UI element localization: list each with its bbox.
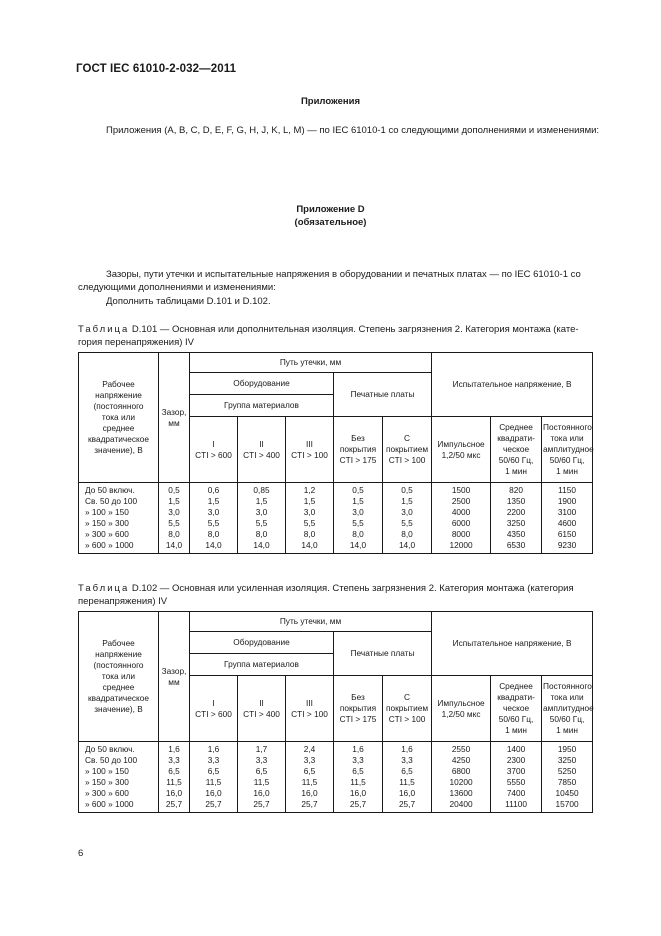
header-line: С bbox=[404, 692, 411, 702]
table-cell: 14,0 bbox=[301, 540, 318, 550]
table-cell: 1,5 bbox=[303, 496, 316, 506]
table-cell: 5,5 bbox=[401, 518, 413, 528]
data-column-g1 bbox=[190, 742, 238, 813]
table-102-caption-cont: перенапряжения) IV bbox=[78, 596, 168, 607]
table-cell: 0,6 bbox=[207, 485, 220, 495]
row-labels bbox=[79, 742, 159, 813]
table-d101 bbox=[78, 352, 593, 554]
table-cell: 3250 bbox=[506, 518, 526, 528]
paragraph-line: следующими дополнениями и изменениями: bbox=[78, 282, 276, 293]
col-no-coating bbox=[334, 676, 383, 742]
table-cell: 3,3 bbox=[401, 755, 413, 765]
table-cell: 16,0 bbox=[165, 788, 183, 798]
col-group-2 bbox=[238, 676, 286, 742]
table-cell: 0,85 bbox=[253, 485, 270, 495]
table-cell: Св. 50 до 100 bbox=[85, 496, 138, 506]
table-cell: » 150 » 300 bbox=[85, 518, 129, 528]
table-cell: 0,5 bbox=[401, 485, 413, 495]
header-line: квадратическое bbox=[88, 434, 149, 444]
col-creepage: Путь утечки, мм bbox=[190, 353, 432, 373]
header-line: 1 мин bbox=[505, 466, 527, 476]
header-line: мм bbox=[168, 417, 180, 428]
header-line: Среднее bbox=[499, 422, 533, 432]
table-cell: 14,0 bbox=[165, 540, 183, 550]
table-cell: 4000 bbox=[451, 507, 471, 517]
col-working-voltage bbox=[79, 353, 159, 483]
table-cell: 1,5 bbox=[207, 496, 220, 506]
header-line: CTI > 100 bbox=[388, 455, 426, 465]
header-line: 50/60 Гц, bbox=[549, 714, 585, 724]
table-cell: » 300 » 600 bbox=[85, 788, 129, 798]
col-pcb: Печатные платы bbox=[334, 632, 432, 676]
header-line: ческое bbox=[503, 444, 530, 454]
table-cell: 1350 bbox=[506, 496, 526, 506]
table-cell: 16,0 bbox=[301, 788, 318, 798]
table-cell: 1,6 bbox=[207, 744, 220, 754]
table-cell: 1400 bbox=[506, 744, 526, 754]
header-line: 50/60 Гц, bbox=[498, 714, 534, 724]
table-cell: 8,0 bbox=[401, 529, 413, 539]
table-cell: 3,0 bbox=[352, 507, 364, 517]
col-coating bbox=[383, 417, 432, 483]
table-cell: 1500 bbox=[451, 485, 471, 495]
caption-text: D.101 — Основная или дополнительная изоляция. Степень загрязнения 2. Категория монтажа (кате- bbox=[129, 324, 579, 335]
header-line: I bbox=[212, 697, 215, 708]
col-rms bbox=[491, 417, 542, 483]
header-line: Рабочее bbox=[102, 379, 135, 389]
table-cell: 16,0 bbox=[349, 788, 367, 798]
appendices-title: Приложения bbox=[300, 96, 361, 107]
header-line: Постоянного bbox=[543, 681, 592, 691]
col-test-voltage: Испытательное напряжение, В bbox=[432, 353, 593, 417]
data-column-g3 bbox=[286, 742, 334, 813]
table-cell: 0,5 bbox=[168, 485, 180, 495]
table-cell: 3,3 bbox=[255, 755, 268, 765]
col-pcb: Печатные платы bbox=[334, 373, 432, 417]
table-cell: До 50 включ. bbox=[85, 744, 135, 754]
table-cell: 1,6 bbox=[168, 744, 180, 754]
data-column-dc bbox=[542, 483, 593, 554]
header-line: напряжение bbox=[95, 390, 142, 400]
header-line: Импульсное bbox=[437, 697, 485, 708]
table-cell: 6,5 bbox=[401, 766, 413, 776]
header-line: тока или bbox=[550, 692, 584, 702]
table-cell: 8,0 bbox=[168, 529, 180, 539]
table-cell: 6150 bbox=[557, 529, 577, 539]
data-column-g2 bbox=[238, 742, 286, 813]
data-column-impulse bbox=[432, 483, 491, 554]
table-102-caption bbox=[78, 582, 574, 595]
page-number: 6 bbox=[78, 848, 84, 859]
col-impulse bbox=[432, 676, 491, 742]
header-line: С bbox=[404, 433, 411, 443]
col-rms bbox=[491, 676, 542, 742]
table-cell: 11100 bbox=[505, 799, 527, 809]
table-cell: 8,0 bbox=[255, 529, 268, 539]
col-dc bbox=[542, 417, 593, 483]
header-line: CTI > 100 bbox=[291, 708, 328, 719]
table-cell: 15700 bbox=[555, 799, 579, 809]
col-coating bbox=[383, 676, 432, 742]
header-line: 50/60 Гц, bbox=[549, 455, 585, 465]
table-cell: 9230 bbox=[557, 540, 577, 550]
table-101-caption bbox=[78, 323, 579, 336]
data-column-g3 bbox=[286, 483, 334, 554]
appendix-d-title: Приложение D bbox=[296, 204, 365, 215]
paragraph-line: Зазоры, пути утечки и испытательные напряжения в оборудовании и печатных платах — по IEC 61010-1 со bbox=[106, 269, 581, 280]
table-cell: 8,0 bbox=[303, 529, 316, 539]
table-cell: 25,7 bbox=[301, 799, 318, 809]
table-cell: 7400 bbox=[506, 788, 526, 798]
header-line: среднее bbox=[102, 682, 135, 692]
table-cell: 3,0 bbox=[401, 507, 413, 517]
col-group-3 bbox=[286, 417, 334, 483]
header-line: значение), В bbox=[94, 704, 143, 714]
table-cell: 3,3 bbox=[168, 755, 180, 765]
header-line: CTI > 175 bbox=[339, 455, 377, 465]
table-cell: 4600 bbox=[557, 518, 577, 528]
caption-text: D.102 — Основная или усиленная изоляция. Степень загрязнения 2. Категория монтажа (категория bbox=[129, 583, 574, 594]
table-cell: 3250 bbox=[557, 755, 577, 765]
header-line: III bbox=[306, 697, 313, 708]
header-line: ческое bbox=[503, 703, 530, 713]
data-column-dc bbox=[542, 742, 593, 813]
table-cell: 8000 bbox=[451, 529, 471, 539]
table-cell: 16,0 bbox=[398, 788, 416, 798]
header-line: CTI > 400 bbox=[243, 449, 280, 460]
table-cell: 0,5 bbox=[352, 485, 364, 495]
table-cell: 12000 bbox=[449, 540, 473, 550]
header-line: покрытием bbox=[385, 444, 429, 454]
table-cell: 6000 bbox=[451, 518, 471, 528]
table-cell: 20400 bbox=[449, 799, 473, 809]
table-cell: 6,5 bbox=[255, 766, 268, 776]
table-cell: » 600 » 1000 bbox=[85, 540, 134, 550]
header-line: Постоянного bbox=[543, 422, 592, 432]
header-line: тока или bbox=[101, 671, 136, 681]
table-cell: 13600 bbox=[449, 788, 473, 798]
data-column-no_coating bbox=[334, 742, 383, 813]
col-clearance bbox=[159, 612, 190, 742]
table-cell: 10450 bbox=[555, 788, 579, 798]
data-column-impulse bbox=[432, 742, 491, 813]
table-cell: 11,5 bbox=[399, 777, 415, 787]
table-cell: 1,6 bbox=[352, 744, 364, 754]
header-line: 1,2/50 мкс bbox=[441, 449, 481, 460]
table-cell: 11,5 bbox=[301, 777, 318, 787]
table-cell: 1950 bbox=[557, 744, 577, 754]
header-line: квадратическое bbox=[88, 693, 149, 703]
col-creepage: Путь утечки, мм bbox=[190, 612, 432, 632]
table-cell: 2200 bbox=[506, 507, 526, 517]
table-cell: 3,0 bbox=[207, 507, 220, 517]
header-line: Зазор, bbox=[161, 406, 187, 417]
header-line: Среднее bbox=[499, 681, 533, 691]
data-column-coating bbox=[383, 483, 432, 554]
table-cell: 6530 bbox=[506, 540, 526, 550]
header-line: квадрати- bbox=[497, 433, 535, 443]
table-cell: 8,0 bbox=[207, 529, 220, 539]
table-cell: 3,3 bbox=[303, 755, 316, 765]
table-cell: 25,7 bbox=[253, 799, 270, 809]
header-line: мм bbox=[168, 676, 180, 687]
header-line: 1,2/50 мкс bbox=[441, 708, 481, 719]
header-line: среднее bbox=[102, 423, 135, 433]
col-working-voltage bbox=[79, 612, 159, 742]
table-cell: 1,5 bbox=[401, 496, 413, 506]
header-line: CTI > 100 bbox=[291, 449, 328, 460]
data-column-coating bbox=[383, 742, 432, 813]
table-cell: 7850 bbox=[557, 777, 577, 787]
table-cell: 14,0 bbox=[205, 540, 222, 550]
table-cell: 1150 bbox=[558, 485, 576, 495]
table-cell: » 100 » 150 bbox=[85, 507, 129, 517]
table-cell: 5550 bbox=[506, 777, 526, 787]
table-cell: 6,5 bbox=[352, 766, 364, 776]
col-group-2 bbox=[238, 417, 286, 483]
table-cell: До 50 включ. bbox=[85, 485, 135, 495]
table-cell: 25,7 bbox=[398, 799, 416, 809]
table-cell: » 300 » 600 bbox=[85, 529, 129, 539]
table-cell: 5,5 bbox=[168, 518, 180, 528]
header-line: II bbox=[259, 438, 264, 449]
table-cell: 14,0 bbox=[253, 540, 270, 550]
table-cell: » 150 » 300 bbox=[85, 777, 129, 787]
data-column-no_coating bbox=[334, 483, 383, 554]
appendices-text: Приложения (A, B, C, D, E, F, G, H, J, K, L, M) — по IEC 61010-1 со следующими дополнениями и изменениями: bbox=[106, 125, 600, 136]
col-test-voltage: Испытательное напряжение, В bbox=[432, 612, 593, 676]
table-cell: 16,0 bbox=[205, 788, 222, 798]
header-line: II bbox=[259, 697, 264, 708]
table-cell: 6,5 bbox=[303, 766, 316, 776]
col-material-group: Группа материалов bbox=[190, 654, 334, 676]
header-line: 1 мин bbox=[505, 725, 527, 735]
col-impulse bbox=[432, 417, 491, 483]
header-line: покрытия bbox=[339, 444, 377, 454]
caption-word: Таблица bbox=[78, 583, 130, 594]
table-cell: 1,6 bbox=[401, 744, 413, 754]
header-line: I bbox=[212, 438, 215, 449]
table-cell: 11,5 bbox=[253, 777, 270, 787]
col-equipment: Оборудование bbox=[190, 632, 334, 654]
data-column-rms bbox=[491, 483, 542, 554]
table-cell: 3100 bbox=[557, 507, 577, 517]
table-cell: 2300 bbox=[506, 755, 526, 765]
table-cell: 5,5 bbox=[207, 518, 220, 528]
header-line: амплитудное bbox=[543, 703, 594, 713]
col-clearance bbox=[159, 353, 190, 483]
table-cell: 5,5 bbox=[255, 518, 268, 528]
table-cell: 3,0 bbox=[168, 507, 180, 517]
table-cell: 3,0 bbox=[255, 507, 268, 517]
col-dc bbox=[542, 676, 593, 742]
table-d102 bbox=[78, 611, 593, 813]
header-line: CTI > 400 bbox=[243, 708, 280, 719]
header-line: CTI > 600 bbox=[195, 449, 232, 460]
table-cell: 1,5 bbox=[168, 496, 180, 506]
col-equipment: Оборудование bbox=[190, 373, 334, 395]
table-cell: 2,4 bbox=[303, 744, 316, 754]
header-line: 1 мин bbox=[556, 725, 578, 735]
table-cell: 11,5 bbox=[166, 777, 182, 787]
paragraph-line: Дополнить таблицами D.101 и D.102. bbox=[106, 296, 271, 307]
table-cell: 5250 bbox=[557, 766, 577, 776]
table-cell: 1,5 bbox=[255, 496, 268, 506]
header-line: 50/60 Гц, bbox=[498, 455, 534, 465]
header-line: Без bbox=[351, 692, 365, 702]
table-cell: 4250 bbox=[451, 755, 471, 765]
header-line: III bbox=[306, 438, 313, 449]
table-cell: 6,5 bbox=[207, 766, 220, 776]
header-line: тока или bbox=[550, 433, 584, 443]
header-line: Без bbox=[351, 433, 365, 443]
table-cell: 25,7 bbox=[205, 799, 222, 809]
table-cell: 2550 bbox=[451, 744, 471, 754]
table-cell: 14,0 bbox=[398, 540, 416, 550]
table-cell: 11,5 bbox=[205, 777, 222, 787]
header-line: CTI > 600 bbox=[195, 708, 232, 719]
table-cell: 3,3 bbox=[207, 755, 220, 765]
caption-word: Таблица bbox=[78, 324, 130, 335]
table-cell: 1900 bbox=[557, 496, 577, 506]
table-101-caption-cont: гория перенапряжения) IV bbox=[78, 337, 195, 348]
table-cell: » 600 » 1000 bbox=[85, 799, 134, 809]
table-cell: 6800 bbox=[451, 766, 471, 776]
data-column-rms bbox=[491, 742, 542, 813]
header-line: Импульсное bbox=[437, 438, 485, 449]
header-line: 1 мин bbox=[556, 466, 578, 476]
col-group-1 bbox=[190, 676, 238, 742]
appendix-d-subtitle: (обязательное) bbox=[294, 217, 367, 228]
header-line: тока или bbox=[101, 412, 136, 422]
table-cell: 3,3 bbox=[352, 755, 364, 765]
header-line: амплитудное bbox=[543, 444, 594, 454]
table-cell: 5,5 bbox=[303, 518, 316, 528]
header-line: значение), В bbox=[94, 445, 143, 455]
header-line: Рабочее bbox=[102, 638, 135, 648]
header-line: покрытием bbox=[385, 703, 429, 713]
table-cell: 10200 bbox=[449, 777, 473, 787]
table-cell: 5,5 bbox=[352, 518, 364, 528]
header-line: напряжение bbox=[95, 649, 142, 659]
col-material-group: Группа материалов bbox=[190, 395, 334, 417]
table-cell: 2500 bbox=[451, 496, 471, 506]
col-group-1 bbox=[190, 417, 238, 483]
table-cell: 8,0 bbox=[352, 529, 364, 539]
table-cell: 16,0 bbox=[253, 788, 270, 798]
data-column-g1 bbox=[190, 483, 238, 554]
table-cell: 820 bbox=[509, 485, 523, 495]
table-cell: 1,7 bbox=[255, 744, 268, 754]
table-cell: 3700 bbox=[506, 766, 526, 776]
header-line: (постоянного bbox=[93, 660, 144, 670]
table-cell: » 100 » 150 bbox=[85, 766, 129, 776]
data-column-clearance bbox=[159, 742, 190, 813]
data-column-clearance bbox=[159, 483, 190, 554]
table-cell: 4350 bbox=[506, 529, 526, 539]
header-line: CTI > 175 bbox=[339, 714, 377, 724]
table-cell: 14,0 bbox=[349, 540, 367, 550]
header-line: покрытия bbox=[339, 703, 377, 713]
col-group-3 bbox=[286, 676, 334, 742]
header-line: (постоянного bbox=[93, 401, 144, 411]
table-cell: 3,0 bbox=[303, 507, 316, 517]
header-line: Зазор, bbox=[161, 665, 187, 676]
table-cell: 1,2 bbox=[303, 485, 316, 495]
standard-header: ГОСТ IEC 61010-2-032—2011 bbox=[76, 63, 237, 75]
row-labels bbox=[79, 483, 159, 554]
data-column-g2 bbox=[238, 483, 286, 554]
col-no-coating bbox=[334, 417, 383, 483]
header-line: квадрати- bbox=[497, 692, 535, 702]
table-cell: 11,5 bbox=[350, 777, 366, 787]
table-cell: 1,5 bbox=[352, 496, 364, 506]
table-cell: 25,7 bbox=[165, 799, 183, 809]
table-cell: Св. 50 до 100 bbox=[85, 755, 138, 765]
header-line: CTI > 100 bbox=[388, 714, 426, 724]
table-cell: 6,5 bbox=[168, 766, 180, 776]
table-cell: 25,7 bbox=[349, 799, 367, 809]
